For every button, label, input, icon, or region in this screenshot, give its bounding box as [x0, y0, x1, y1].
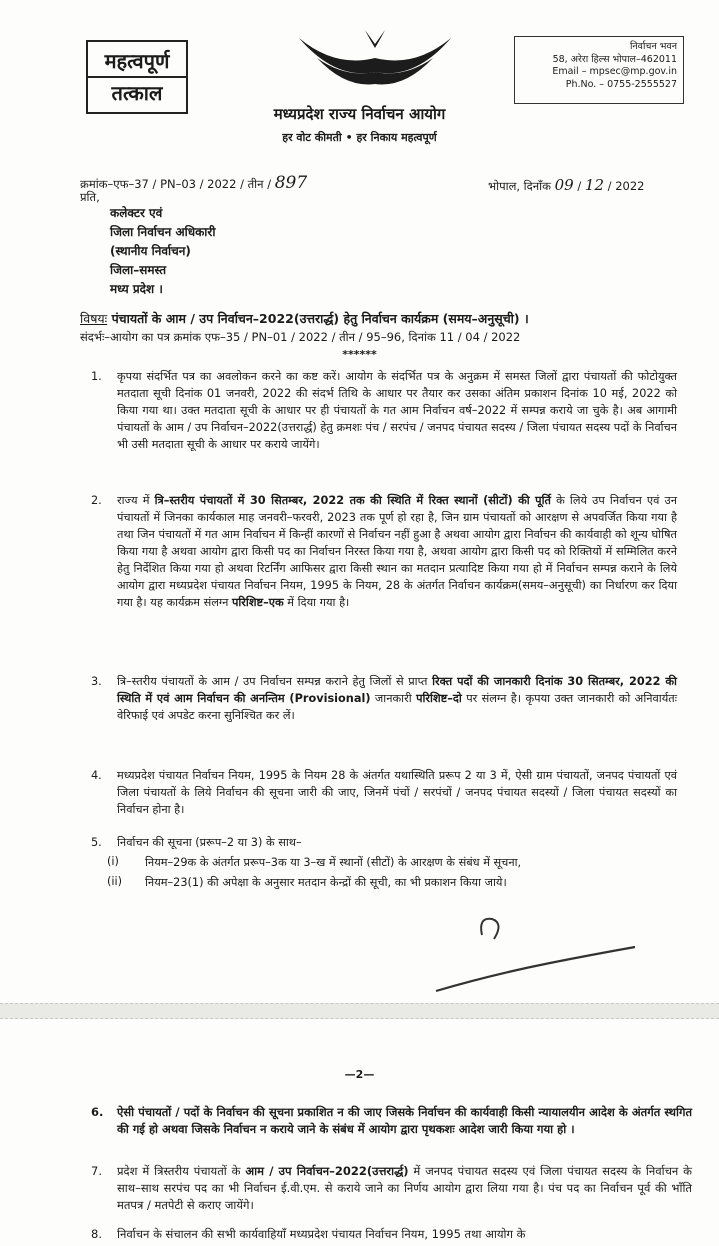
paragraph-text: मध्यप्रदेश पंचायत निर्वाचन नियम, 1995 के नियम 28 के अंतर्गत यथास्थिति प्ररूप 2 या 3 में, ऐसी ग्राम पंचायतों, जनपद पंचायतों एवं जिला पंचायतों के लिये निर्वाचन की सूचना जारी की जाए, जिनमें पंचों / सरपंचों / जनपद पंचायत सदस्यों / जिला पंचायत सदस्यों का निर्वाचन होना है। [117, 769, 677, 816]
paragraph-emphasis: आम / उप निर्वाचन–2022(उत्तरार्द्ध) [245, 1164, 409, 1178]
addressee-line: जिला निर्वाचन अधिकारी [110, 225, 216, 239]
paragraph-4 [91, 767, 677, 818]
email-line: Email – mpsec@mp.gov.in [552, 66, 677, 77]
subject-text: पंचायतों के आम / उप निर्वाचन–2022(उत्तरार्द्ध) हेतु निर्वाचन कार्यक्रम (समय–अनुसूची) । [111, 311, 529, 326]
paragraph-text: राज्य में [117, 494, 155, 507]
date-year: 2022 [615, 179, 645, 193]
ref-prefix: क्रमांक–एफ–37 / PN–03 / 2022 / तीन / [80, 177, 275, 191]
subject-label: विषयः [80, 311, 108, 326]
paragraph-number: 7. [91, 1164, 102, 1178]
addressee-line: मध्य प्रदेश । [110, 282, 163, 296]
paragraph-text: के लिये उप निर्वाचन एवं उन पंचायतों में जिनका कार्यकाल माह जनवरी–फरवरी, 2023 तक पूर्ण हो रहा है, जिन ग्राम पंचायतों को आरक्षण से अपवर्जित किया गया है तथा जिन पंचायतों में गत आम निर्वाचन में किन्हीं कारणों से निर्वाचन नहीं हुआ है अथवा आयोग द्वारा निर्वाचन की कार्यवाही को शून्य घोषित किया गया है अथवा आयोग द्वारा किसी पद का निर्वाचन निरस्त किया गया है, अथवा आयोग द्वारा किसी पद को रिक्तियों में सम्मिलित करने हेतु निर्देशित किया गया हो अथवा रिटर्निंग आफिसर द्वारा किसी स्थान का मतदान प्रत्यादिष्ट किया गया हो में निर्वाचन सम्पन्न कराने के लिये आयोग द्वारा मध्यप्रदेश पंचायत निर्वाचन नियम, 1995 के नियम, 28 के अंतर्गत निर्वाचन कार्यक्रम(समय–अनुसूची) का निर्धारण कर दिया गया है। यह कार्यक्रम संलग्न [117, 494, 677, 609]
paragraph-text: ऐसी पंचायतों / पदों के निर्वाचन की सूचना प्रकाशित न की जाए जिसके निर्वाचन की कार्यवाही किसी न्यायालयीन आदेश के अंतर्गत स्थगित की गई हो अथवा जिसके निर्वाचन न कराये जाने के संबंध में आयोग द्वारा पृथकशः आदेश जारी किया गया हो । [117, 1105, 692, 1136]
paragraph-6 [91, 1104, 692, 1138]
item-number: (ii) [107, 875, 123, 888]
paragraph-number: 6. [91, 1105, 104, 1119]
paragraph-number: 1. [91, 370, 102, 383]
item-number: (i) [107, 855, 119, 868]
page-number: —2— [344, 1068, 375, 1081]
date-day: 09 [554, 176, 574, 194]
paragraph-5 [91, 834, 677, 851]
paragraph-number: 4. [91, 769, 102, 782]
paragraph-text: कृपया संदर्भित पत्र का अवलोकन करने का कष्ट करें। आयोग के संदर्भित पत्र के अनुक्रम में समस्त जिलों द्वारा पंचायतों की फोटोयुक्त मतदाता सूची दिनांक 01 जनवरी, 2022 की संदर्भ तिथि के आधार पर तैयार कर उसका अंतिम प्रकाशन दिनांक 10 मई, 2022 को किया गया था। उक्त मतदाता सूची के आधार पर ही पंचायतों के गत आम निर्वाचन वर्ष–2022 में सम्पन्न कराये जा चुके है। अब आगामी पंचायतों के आम / उप निर्वाचन–2022(उत्तरार्द्ध) हेतु क्रमशः पंच / सरपंच / जनपद पंचायत सदस्य / जिला पंचायत सदस्य पदों के निर्वाचन भी उसी मतदाता सूची के आधार पर कराये जायेंगे। [117, 370, 677, 451]
paragraph-emphasis: त्रि–स्तरीय पंचायतों में 30 सितम्बर, 2022 तक की स्थिति में रिक्त स्थानों (सीटों) की पूर्ति [154, 494, 551, 507]
paragraph-text: निर्वाचन के संचालन की सभी कार्यवाहियाँ मध्यप्रदेश पंचायत निर्वाचन नियम, 1995 तथा आयोग के [117, 1227, 526, 1241]
addressee-line: कलेक्टर एवं [110, 206, 163, 220]
ref-handwritten-number: 897 [274, 173, 308, 193]
priority-stamp [86, 40, 188, 114]
addressee-block [110, 204, 215, 299]
reference-number [80, 173, 307, 193]
signature [430, 905, 650, 1000]
appendix-one-ref: परिशिष्ट–एक [231, 596, 284, 609]
salutation-to: प्रति, [80, 190, 100, 204]
subject-line [80, 310, 529, 327]
paragraph-3 [91, 673, 677, 724]
item-text: नियम–29क के अंतर्गत प्ररूप–3क या 3–ख में स्थानों (सीटों) के आरक्षण के संबंध में सूचना, [145, 856, 522, 869]
office-address-box [514, 36, 684, 104]
paragraph-text: जानकारी [370, 692, 417, 705]
letter-date: भोपाल, दिनाँक 09 / 12 / 2022 [488, 176, 645, 194]
date-month: 12 [584, 176, 604, 194]
addressee-line: जिला–समस्त [110, 263, 167, 277]
election-commission-logo-icon [295, 28, 455, 90]
separator: ****** [342, 348, 377, 361]
appendix-two-ref: परिशिष्ट–दो [416, 692, 462, 705]
page-break [0, 1003, 719, 1019]
paragraph-5-item-2 [107, 875, 507, 890]
stamp-urgent: तत्काल [111, 81, 163, 105]
paragraph-text: निर्वाचन की सूचना (प्ररूप–2 या 3) के साथ– [117, 836, 302, 849]
paragraph-number: 8. [91, 1227, 102, 1241]
paragraph-number: 5. [91, 836, 102, 849]
reference-line: संदर्भः–आयोग का पत्र क्रमांक एफ–35 / PN–01 / 2022 / तीन / 95–96, दिनांक 11 / 04 / 2022 [80, 330, 521, 344]
paragraph-5-item-1 [107, 855, 522, 870]
paragraph-text: पर संलग्न है। कृपया उक्त जानकारी को अनिवार्यतः वेरिफाई एवं अपडेट करना सुनिश्चित कर लें। [117, 692, 677, 722]
paragraph-number: 2. [91, 494, 102, 507]
paragraph-8 [91, 1226, 692, 1243]
stamp-important: महत्वपूर्ण [104, 49, 170, 73]
paragraph-emphasis: रिक्त पदों की जानकारी दिनांक 30 सितम्बर, 2022 की स्थिति में एवं आम निर्वाचन की अनन्तिम (Provisional) [117, 675, 677, 705]
paragraph-2 [91, 492, 677, 611]
paragraph-text: में जनपद पंचायत सदस्य एवं जिला पंचायत सदस्य के निर्वाचन के साथ–साथ सरपंच पद का भी निर्वाचन ई.वी.एम. से कराये जाने का निर्णय आयोग द्वारा लिया गया है। पंच पद का निर्वाचन पूर्व की भाँति मतपत्र / मतपेटी से कराए जायेंगे। [117, 1164, 693, 1212]
paragraph-text: त्रि–स्तरीय पंचायतों के आम / उप निर्वाचन सम्पन्न कराने हेतु जिलों से प्राप्त [117, 675, 433, 688]
item-text: नियम–23(1) की अपेक्षा के अनुसार मतदान केन्द्रों की सूची, का भी प्रकाशन किया जाये। [145, 876, 507, 889]
paragraph-text: में दिया गया है। [283, 596, 350, 609]
paragraph-7 [91, 1163, 693, 1214]
paragraph-1 [91, 368, 677, 453]
phone-line: Ph.No. – 0755-2555527 [565, 78, 677, 90]
paragraph-number: 3. [91, 675, 102, 688]
organization-tagline: हर वोट कीमती • हर निकाय महत्वपूर्ण [282, 131, 437, 144]
address-line: 58, अरेरा हिल्स भोपाल–462011 [552, 53, 677, 65]
paragraph-text: प्रदेश में त्रिस्तरीय पंचायतों के [117, 1164, 246, 1178]
addressee-line: (स्थानीय निर्वाचन) [110, 244, 191, 258]
date-prefix: भोपाल, दिनाँक [488, 179, 555, 193]
organization-title: मध्यप्रदेश राज्य निर्वाचन आयोग [273, 105, 446, 123]
address-line: निर्वाचन भवन [629, 41, 677, 52]
